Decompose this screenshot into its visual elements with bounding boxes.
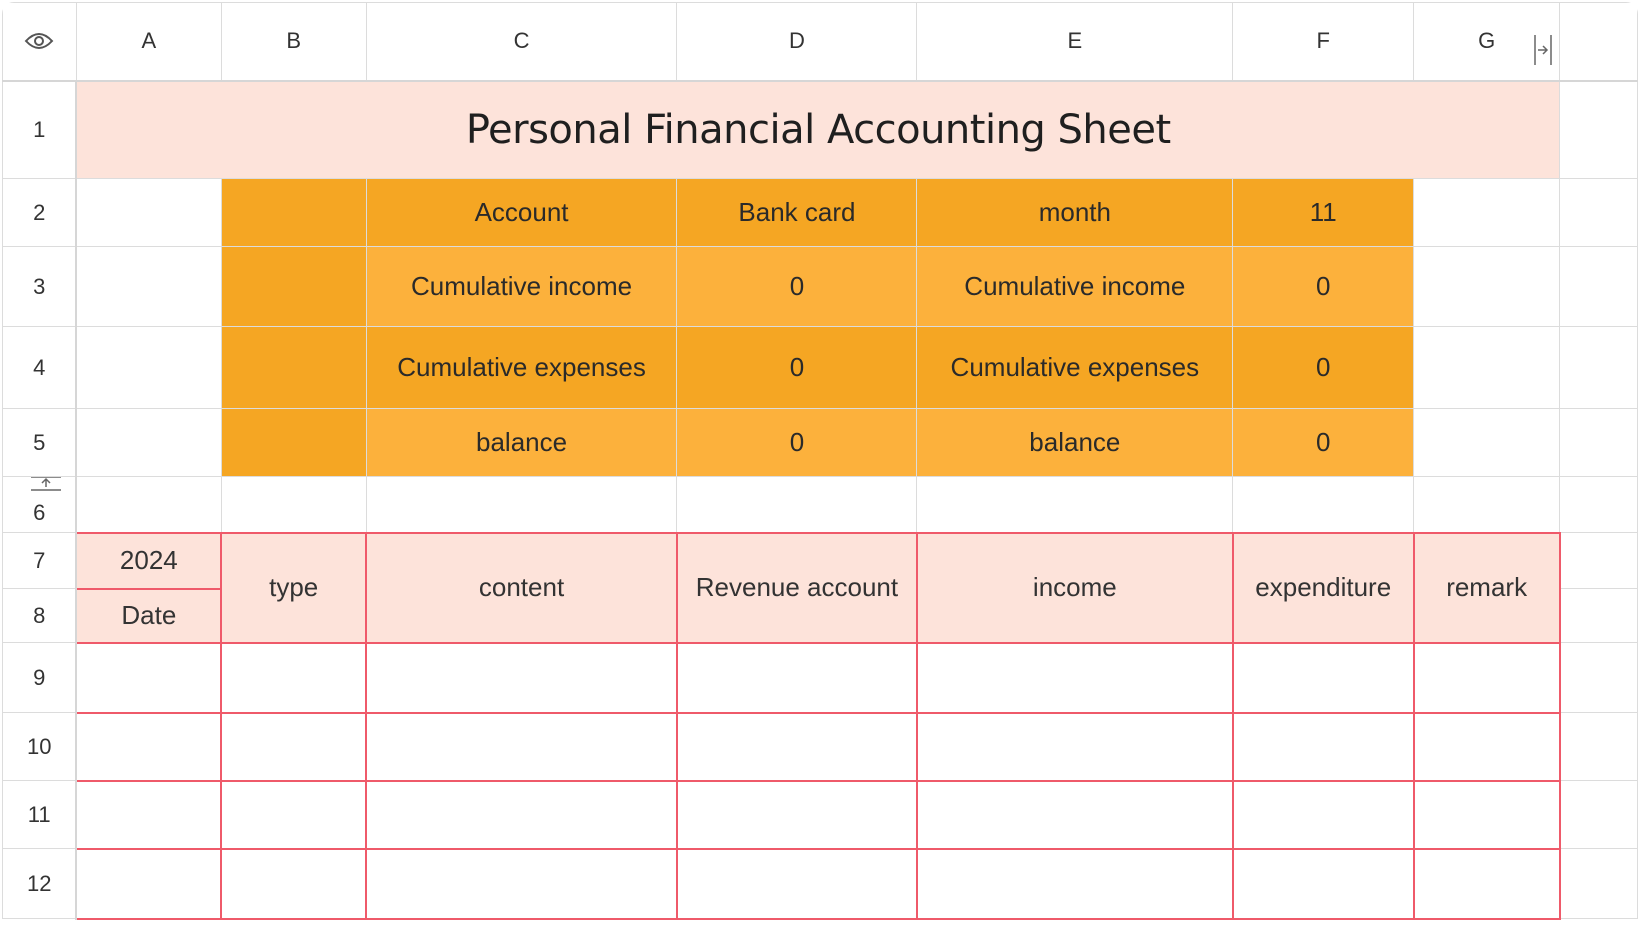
cell-month-value[interactable]: 11: [1233, 179, 1414, 247]
column-header-h[interactable]: [1560, 3, 1638, 81]
row-header-10[interactable]: 10: [3, 713, 77, 781]
cell-a6[interactable]: [76, 477, 221, 533]
cell-account-value[interactable]: Bank card: [677, 179, 917, 247]
header-date[interactable]: Date: [76, 589, 221, 643]
cell-month-label[interactable]: month: [917, 179, 1233, 247]
table-cell[interactable]: [366, 713, 677, 781]
cell-a5[interactable]: [76, 409, 221, 477]
table-cell[interactable]: [1414, 849, 1560, 919]
column-header-a[interactable]: A: [76, 3, 221, 81]
row-header-4[interactable]: 4: [3, 327, 77, 409]
cell[interactable]: [1560, 409, 1638, 477]
cell[interactable]: [1560, 477, 1638, 533]
table-cell[interactable]: [76, 713, 221, 781]
row-header-9[interactable]: 9: [3, 643, 77, 713]
table-cell[interactable]: [1414, 643, 1560, 713]
cell[interactable]: [1560, 179, 1638, 247]
table-cell[interactable]: [221, 781, 366, 849]
cell[interactable]: [1560, 81, 1638, 179]
table-cell[interactable]: [1233, 849, 1414, 919]
table-cell[interactable]: [221, 713, 366, 781]
cell[interactable]: [1560, 589, 1638, 643]
cell-expenses-label[interactable]: Cumulative expenses: [366, 327, 677, 409]
cell-a3[interactable]: [76, 247, 221, 327]
table-cell[interactable]: [366, 849, 677, 919]
cell-expenses-value[interactable]: 0: [677, 327, 917, 409]
cell-balance-value[interactable]: 0: [677, 409, 917, 477]
cell[interactable]: [1560, 643, 1638, 713]
cell-g4[interactable]: [1414, 327, 1560, 409]
header-income[interactable]: income: [917, 533, 1233, 643]
table-cell[interactable]: [917, 781, 1233, 849]
cell-e6[interactable]: [917, 477, 1233, 533]
cell-b3[interactable]: [221, 247, 366, 327]
cell-income-label-2[interactable]: Cumulative income: [917, 247, 1233, 327]
eye-icon[interactable]: [3, 31, 76, 51]
cell[interactable]: [1560, 533, 1638, 589]
cell[interactable]: [1560, 781, 1638, 849]
table-cell[interactable]: [677, 781, 917, 849]
cell-g5[interactable]: [1414, 409, 1560, 477]
row-header-6-label: 6: [33, 499, 46, 525]
select-all-corner[interactable]: [3, 3, 77, 81]
row-header-1[interactable]: 1: [3, 81, 77, 179]
sheet-grid: [2, 2, 1638, 920]
table-cell[interactable]: [76, 781, 221, 849]
table-cell[interactable]: [1233, 781, 1414, 849]
cell-account-label[interactable]: Account: [366, 179, 677, 247]
column-header-e[interactable]: E: [917, 3, 1233, 81]
table-cell[interactable]: [1414, 713, 1560, 781]
header-content[interactable]: content: [366, 533, 677, 643]
table-cell[interactable]: [917, 643, 1233, 713]
column-header-g[interactable]: [1414, 3, 1560, 81]
cell-g6[interactable]: [1414, 477, 1560, 533]
table-cell[interactable]: [677, 849, 917, 919]
cell[interactable]: [1560, 849, 1638, 919]
freeze-column-handle-icon[interactable]: [1531, 33, 1557, 73]
header-revenue-account[interactable]: Revenue account: [677, 533, 917, 643]
cell-income-value-2[interactable]: 0: [1233, 247, 1414, 327]
row-header-5[interactable]: 5: [3, 409, 77, 477]
cell-balance-label-2[interactable]: balance: [917, 409, 1233, 477]
cell[interactable]: [1560, 327, 1638, 409]
table-cell[interactable]: [1233, 643, 1414, 713]
header-type[interactable]: type: [221, 533, 366, 643]
cell-year[interactable]: 2024: [76, 533, 221, 589]
cell-balance-value-2[interactable]: 0: [1233, 409, 1414, 477]
table-cell[interactable]: [1233, 713, 1414, 781]
cell[interactable]: [1560, 247, 1638, 327]
column-header-d[interactable]: D: [677, 3, 917, 81]
cell-expenses-value-2[interactable]: 0: [1233, 327, 1414, 409]
table-cell[interactable]: [1414, 781, 1560, 849]
cell-income-value[interactable]: 0: [677, 247, 917, 327]
table-cell[interactable]: [366, 781, 677, 849]
cell-income-label[interactable]: Cumulative income: [366, 247, 677, 327]
table-cell[interactable]: [917, 713, 1233, 781]
sheet-title[interactable]: Personal Financial Accounting Sheet: [76, 81, 1559, 179]
row-header-11[interactable]: 11: [3, 781, 77, 849]
cell-b6[interactable]: [221, 477, 366, 533]
cell-b5[interactable]: [221, 409, 366, 477]
row-header-6[interactable]: [3, 477, 77, 533]
column-header-g-label: G: [1478, 28, 1496, 54]
cell-c6[interactable]: [366, 477, 677, 533]
row-header-3[interactable]: 3: [3, 247, 77, 327]
cell[interactable]: [1560, 713, 1638, 781]
column-header-f[interactable]: F: [1233, 3, 1414, 81]
cell-b2[interactable]: [221, 179, 366, 247]
cell-d6[interactable]: [677, 477, 917, 533]
table-cell[interactable]: [76, 643, 221, 713]
cell-f6[interactable]: [1233, 477, 1414, 533]
cell-g3[interactable]: [1414, 247, 1560, 327]
table-cell[interactable]: [917, 849, 1233, 919]
column-header-b[interactable]: B: [221, 3, 366, 81]
row-header-8[interactable]: 8: [3, 589, 77, 643]
table-cell[interactable]: [76, 849, 221, 919]
table-cell[interactable]: [366, 643, 677, 713]
cell-a2[interactable]: [76, 179, 221, 247]
row-header-2[interactable]: 2: [3, 179, 77, 247]
row-header-12[interactable]: 12: [3, 849, 77, 919]
table-cell[interactable]: [677, 643, 917, 713]
header-expenditure[interactable]: expenditure: [1233, 533, 1414, 643]
cell-a4[interactable]: [76, 327, 221, 409]
row-header-7[interactable]: 7: [3, 533, 77, 589]
table-cell[interactable]: [221, 643, 366, 713]
cell-expenses-label-2[interactable]: Cumulative expenses: [917, 327, 1233, 409]
table-cell[interactable]: [677, 713, 917, 781]
cell-b4[interactable]: [221, 327, 366, 409]
spreadsheet: [2, 2, 1638, 948]
cell-balance-label[interactable]: balance: [366, 409, 677, 477]
column-header-c[interactable]: C: [366, 3, 677, 81]
table-cell[interactable]: [221, 849, 366, 919]
freeze-row-handle-icon[interactable]: [29, 477, 63, 500]
cell-g2[interactable]: [1414, 179, 1560, 247]
header-remark[interactable]: remark: [1414, 533, 1560, 643]
